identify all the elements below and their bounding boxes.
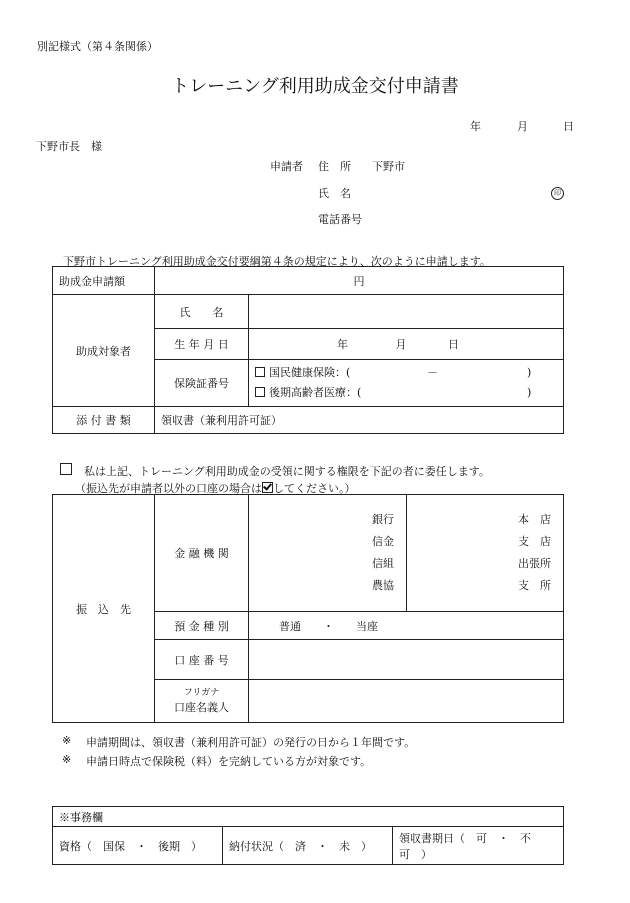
dob-month: 月 — [395, 338, 407, 351]
deposit-label: 預 金 種 別 — [155, 612, 249, 640]
application-table — [52, 266, 564, 434]
furigana-label: フリガナ — [183, 688, 220, 698]
address-value: 下野市 — [372, 160, 405, 173]
account-holder-label — [155, 680, 249, 723]
insurance-close-1: ) — [527, 366, 532, 379]
bank-type-bank: 銀行 — [372, 513, 394, 526]
dob-label: 生 年 月 日 — [155, 329, 249, 360]
insurance-label: 保険証番号 — [155, 360, 249, 407]
amount-label: 助成金申請額 — [53, 267, 155, 295]
address-label: 住 所 — [318, 160, 351, 173]
holder-label: 口座名義人 — [174, 701, 229, 714]
bank-type-shinkin: 信金 — [372, 535, 394, 548]
bank-type-shinkumi: 信組 — [372, 557, 394, 570]
attachment-value: 領収書（兼利用許可証） — [155, 407, 564, 434]
account-number-label: 口 座 番 号 — [155, 640, 249, 680]
transfer-label: 振 込 先 — [53, 495, 155, 723]
branch-type-office: 出張所 — [518, 557, 551, 570]
insurance-dash: － — [427, 366, 438, 379]
branch-type-head: 本 店 — [518, 513, 551, 526]
bank-type-nokyo: 農協 — [372, 579, 394, 592]
delegation-text: 私は上記、トレーニング利用助成金の受領に関する権限を下記の者に委任します。 — [84, 465, 490, 478]
branch-type-branch: 支 店 — [518, 535, 551, 548]
bank-label: 金 融 機 関 — [155, 495, 249, 612]
note-2: 申請日時点で保険税（料）を完納している方が対象です。 — [86, 755, 372, 768]
branch-type-field[interactable] — [407, 495, 564, 612]
date-day: 日 — [563, 120, 574, 133]
applicant-label: 申請者 — [270, 160, 303, 173]
office-qualification: 資格（ 国保 ・ 後期 ） — [53, 827, 223, 865]
date-month: 月 — [517, 120, 528, 133]
subject-name-label: 氏 名 — [155, 295, 249, 329]
dob-year: 年 — [337, 338, 348, 351]
insurance-option-national: 国民健康保険：( — [269, 366, 351, 379]
account-number-field[interactable] — [249, 640, 564, 680]
seal-icon: 印 — [551, 185, 564, 200]
checkbox-icon[interactable] — [255, 387, 265, 397]
intro-text: 下野市トレーニング利用助成金交付要綱第４条の規定により、次のように申請します。 — [63, 255, 491, 268]
office-payment-status: 納付状況（ 済 ・ 未 ） — [223, 827, 393, 865]
amount-unit: 円 — [353, 274, 365, 288]
note-mark-1: ※ — [62, 734, 72, 747]
account-holder-field[interactable] — [249, 680, 564, 723]
deposit-value[interactable]: 普通 ・ 当座 — [249, 612, 564, 640]
document-title: トレーニング利用助成金交付申請書 — [171, 76, 459, 97]
office-use-title: ※事務欄 — [53, 807, 564, 827]
office-receipt-deadline: 領収書期日（ 可 ・ 不可 ） — [393, 827, 564, 865]
form-reference: 別記様式（第４条関係） — [37, 40, 158, 53]
delegation-note: （振込先が申請者以外の口座の場合は してください。） — [75, 482, 356, 495]
note-mark-2: ※ — [62, 753, 72, 766]
phone-label: 電話番号 — [318, 213, 362, 226]
checkbox-icon[interactable] — [255, 367, 265, 377]
insurance-field[interactable] — [249, 360, 564, 407]
bank-type-field[interactable] — [249, 495, 407, 612]
delegation-checkbox[interactable] — [60, 463, 72, 477]
branch-type-sub: 支 所 — [518, 579, 551, 592]
amount-field[interactable] — [155, 267, 564, 295]
addressee: 下野市長 様 — [36, 140, 102, 153]
checkmark-icon — [262, 482, 273, 493]
attachment-label: 添 付 書 類 — [53, 407, 155, 434]
applicant-name-label: 氏 名 — [318, 187, 351, 200]
office-use-table — [52, 806, 564, 865]
subject-name-field[interactable] — [249, 295, 564, 329]
transfer-table — [52, 494, 564, 723]
subject-label: 助成対象者 — [53, 295, 155, 407]
dob-day: 日 — [448, 338, 459, 351]
insurance-option-elderly: 後期高齢者医療：( — [269, 386, 362, 399]
note-1: 申請期間は、領収書（兼利用許可証）の発行の日から１年間です。 — [86, 736, 416, 749]
dob-field[interactable] — [249, 329, 564, 360]
insurance-close-2: ) — [527, 386, 532, 399]
date-year: 年 — [470, 120, 481, 133]
